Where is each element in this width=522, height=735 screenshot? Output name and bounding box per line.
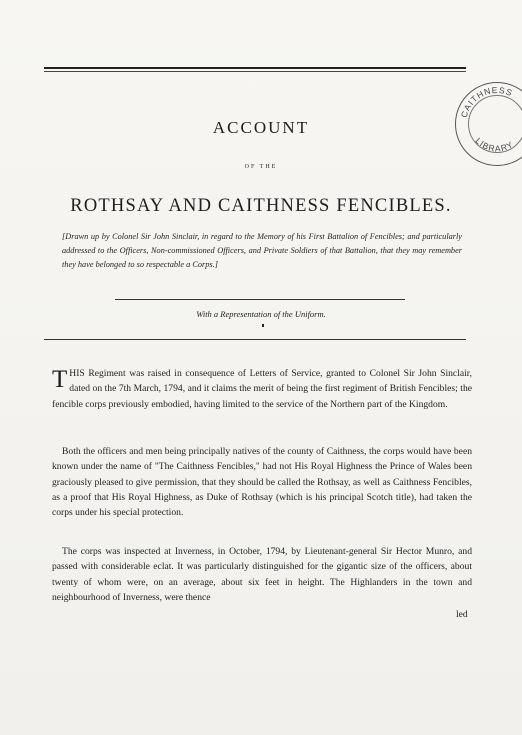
svg-text:LIBRARY	[473, 136, 515, 154]
ornament-dot	[262, 324, 264, 327]
document-title: ACCOUNT	[212, 118, 310, 137]
top-double-rule-thin	[44, 71, 466, 72]
paragraph-1	[52, 366, 472, 412]
stamp-text-top: CAITHNESS	[458, 84, 515, 119]
paragraph-1-text: HIS Regiment was raised in consequence of Letters of Service, granted to Colonel Sir John Sinclair, dated on the 7th March, 1794, and it claims the merit of being the first regiment of British Fencibles; the fencible corps previously embodied, having limited to the service of the Northern part of the Kingdom.	[52, 368, 472, 410]
title-connector: OF THE	[244, 164, 278, 170]
paragraph-3: The corps was inspected at Inverness, in October, 1794, by Lieutenant-general Sir Hector Munro, and passed with considerable eclat. It was particularly distinguished for the gigantic size of the officers, about twenty of whom were, on an average, about six feet in height. The Highlanders in the town and neighbourhood of Inverness, were thence	[52, 546, 472, 603]
middle-rule	[115, 299, 405, 300]
section-rule	[44, 339, 466, 340]
top-double-rule	[44, 67, 466, 69]
uniform-representation-line: With a Representation of the Uniform.	[196, 309, 326, 319]
drop-cap: T	[52, 366, 68, 393]
document-subtitle: ROTHSAY AND CAITHNESS FENCIBLES.	[70, 196, 452, 216]
svg-text:CAITHNESS	[459, 85, 515, 119]
bracketed-note: [Drawn up by Colonel Sir John Sinclair, in regard to the Memory of his First Battalion of Fencibles; and particularly addressed to the Officers, Non-commissioned Officers, and Private Soldiers of that Battalion, that they may remember they have belonged to so respectable a Corps.]	[62, 232, 462, 269]
paragraph-2: Both the officers and men being principally natives of the county of Caithness, the corps would have been known under the name of "The Caithness Fencibles," had not His Royal Highness the Prince of Wales been graciously pleased to give permission, that they should be called the Rothsay, as well as Caithness Fencibles, as a proof that His Royal Highness, as Duke of Rothsay (which is his principal Scotch title), had taken the corps under his special protection.	[52, 446, 472, 519]
catchword: led	[456, 609, 468, 620]
stamp-text-bottom: LIBRARY	[473, 135, 516, 154]
